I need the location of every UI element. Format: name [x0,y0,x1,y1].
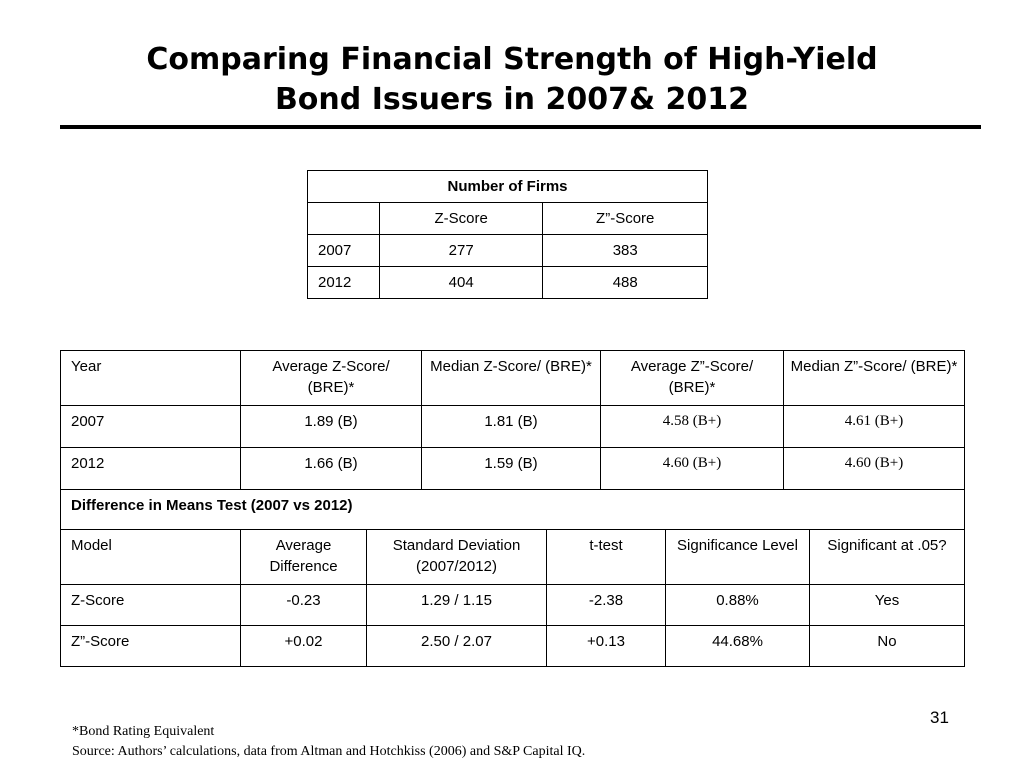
table-cell: 4.61 (B+) [784,406,965,448]
column-header: Z-Score [379,203,543,235]
slide-title [0,40,1024,120]
column-header: Standard Deviation (2007/2012) [367,530,547,585]
table-cell [308,203,380,235]
table-cell: 2007 [61,406,241,448]
table-cell: 4.58 (B+) [601,406,784,448]
table-cell: 2012 [308,267,380,299]
table-cell: +0.13 [547,626,666,667]
table-row [308,235,708,267]
table-cell: +0.02 [241,626,367,667]
table-cell: 4.60 (B+) [784,448,965,490]
table-cell: 4.60 (B+) [601,448,784,490]
table-cell: 1.89 (B) [241,406,422,448]
table-cell: 383 [543,235,708,267]
table-cell: Z-Score [61,585,241,626]
section-title: Difference in Means Test (2007 vs 2012) [61,490,965,530]
table-cell: 404 [379,267,543,299]
column-header: Median Z”-Score/ (BRE)* [784,351,965,406]
table-cell: Z”-Score [61,626,241,667]
table-cell: 488 [543,267,708,299]
column-header: Model [61,530,241,585]
table-row [61,626,965,667]
table-cell: 1.81 (B) [422,406,601,448]
table-row [61,406,965,448]
table-cell: -2.38 [547,585,666,626]
footnote-bre: *Bond Rating Equivalent [72,724,215,739]
column-header: Median Z-Score/ (BRE)* [422,351,601,406]
table-cell: 1.29 / 1.15 [367,585,547,626]
title-line-1: Comparing Financial Strength of High-Yield [146,42,878,77]
table-cell: 2007 [308,235,380,267]
table-cell: 1.59 (B) [422,448,601,490]
table-cell: -0.23 [241,585,367,626]
number-of-firms-table [307,170,708,299]
column-header: Z”-Score [543,203,708,235]
column-header: Average Z”-Score/ (BRE)* [601,351,784,406]
table-cell: 2012 [61,448,241,490]
column-header: Average Z-Score/ (BRE)* [241,351,422,406]
column-header: t-test [547,530,666,585]
table-cell: 1.66 (B) [241,448,422,490]
column-header: Significant at .05? [810,530,965,585]
footnote-source: Source: Authors’ calculations, data from Altman and Hotchkiss (2006) and S&P Capital IQ. [72,744,586,759]
table-row [308,267,708,299]
table-row [61,448,965,490]
table-cell: 44.68% [666,626,810,667]
page-number: 31 [930,708,949,727]
table-cell: Yes [810,585,965,626]
column-header: Significance Level [666,530,810,585]
table-header: Number of Firms [308,171,708,203]
column-header: Year [61,351,241,406]
table-cell: 0.88% [666,585,810,626]
table-row [61,585,965,626]
table-cell: No [810,626,965,667]
table-cell: 277 [379,235,543,267]
title-line-2: Bond Issuers in 2007& 2012 [274,82,750,117]
title-divider [60,125,981,129]
column-header: Average Difference [241,530,367,585]
zscore-comparison-table [60,350,965,667]
table-cell: 2.50 / 2.07 [367,626,547,667]
